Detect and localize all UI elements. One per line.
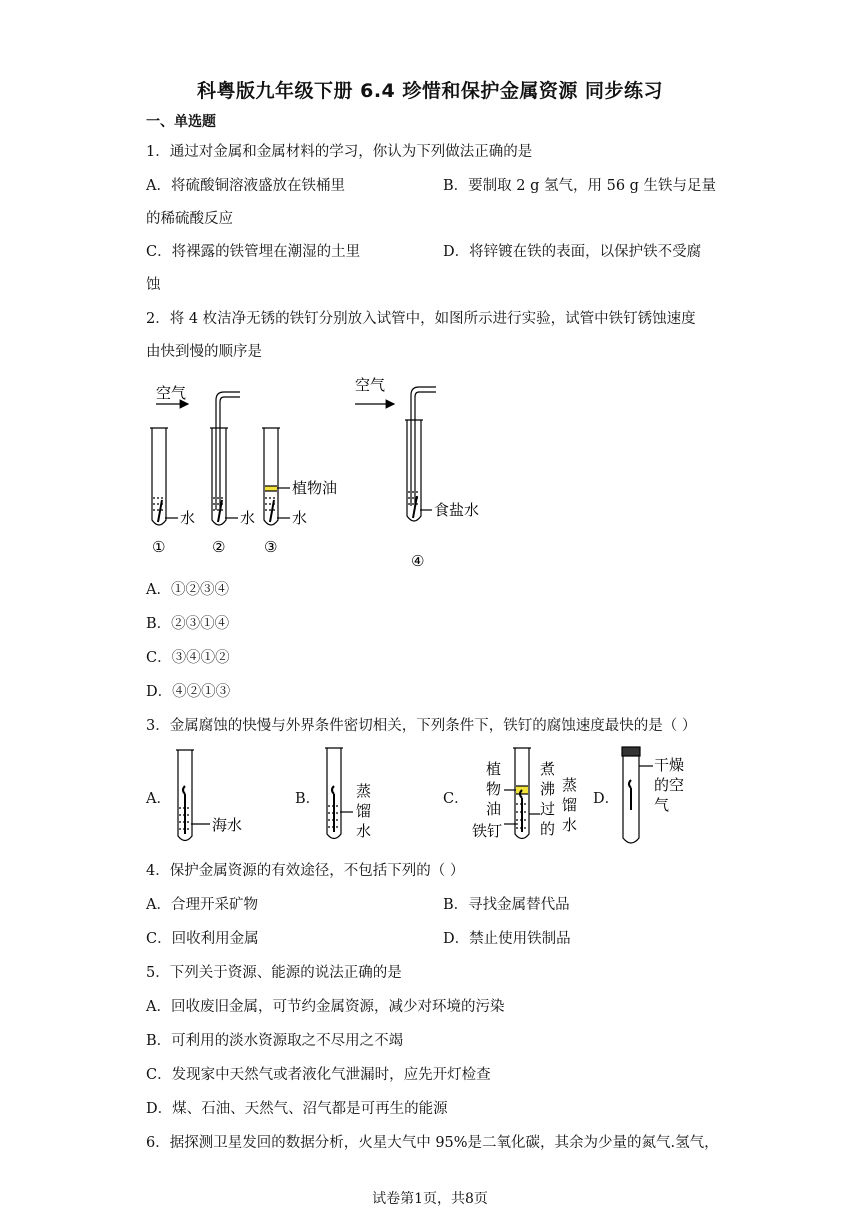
q2-option-a: A．①②③④: [146, 582, 229, 598]
q4-option-b: B．寻找金属替代品: [443, 897, 570, 913]
q1-option-c: C．将裸露的铁管埋在潮湿的土里: [146, 244, 361, 260]
q3-boiled-char-1: 煮: [540, 760, 556, 778]
q3-option-a: A．: [146, 791, 171, 807]
q2-test-tube-figure: [140, 370, 500, 575]
q3-option-c: C．: [443, 791, 469, 807]
q5-stem: 5．下列关于资源、能源的说法正确的是: [146, 965, 402, 981]
q2-salt-water-label: 食盐水: [434, 501, 480, 519]
page-title: 科粤版九年级下册 6.4 珍惜和保护金属资源 同步练习: [196, 80, 663, 102]
q6-stem: 6．据探测卫星发回的数据分析，火星大气中 95%是二氧化碳，其余为少量的氮气.氢气，: [146, 1135, 719, 1151]
q3-boiled-char-4: 的: [540, 820, 556, 838]
q2-water-label-2: 水: [240, 509, 256, 527]
q5-option-a: A．回收废旧金属，可节约金属资源，减少对环境的污染: [146, 999, 505, 1015]
q1-option-b: B．要制取 2 g 氢气，用 56 g 生铁与足量: [443, 178, 717, 194]
q3-dry-air-line-2: 的空: [654, 776, 685, 794]
q1-option-a: A．将硫酸铜溶液盛放在铁桶里: [146, 178, 345, 194]
q4-stem: 4．保护金属资源的有效途径，不包括下列的（ ）: [146, 863, 465, 879]
q3-dry-air-line-1: 干燥: [654, 756, 685, 774]
q1-stem: 1．通过对金属和金属材料的学习，你认为下列做法正确的是: [146, 144, 533, 160]
q1-option-d-cont: 蚀: [146, 277, 161, 293]
test-tube-2: [210, 392, 240, 525]
q5-option-c: C．发现家中天然气或者液化气泄漏时，应先开灯检查: [146, 1067, 491, 1083]
page-footer: 试卷第1页，共8页: [372, 1191, 488, 1207]
q3-oil-char-2: 物: [486, 780, 502, 798]
q3-seawater-label: 海水: [212, 816, 243, 834]
q2-stem-line2: 由快到慢的顺序是: [146, 344, 262, 360]
q2-stem-line1: 2．将 4 枚洁净无锈的铁钉分别放入试管中，如图所示进行实验，试管中铁钉锈蚀速度: [146, 311, 696, 327]
test-tube-3: [262, 428, 290, 525]
q2-tube-number-1: ①: [152, 538, 166, 556]
q2-oil-label: 植物油: [292, 479, 338, 497]
test-tube-1: [150, 428, 178, 525]
q2-water-label-3: 水: [292, 509, 308, 527]
q3-option-d: D．: [593, 791, 620, 807]
q3-distilled2-char-2: 馏: [562, 796, 578, 814]
q2-air-label-2: 空气: [355, 376, 386, 394]
q3-nail-label: 铁钉: [472, 822, 503, 840]
q4-option-a: A．合理开采矿物: [146, 897, 258, 913]
q2-tube-number-4: ④: [411, 552, 425, 570]
q3-boiled-char-2: 沸: [540, 780, 556, 798]
q4-option-c: C．回收利用金属: [146, 931, 259, 947]
q1-option-d: D．将锌镀在铁的表面，以保护铁不受腐: [443, 244, 702, 260]
test-tube-4: [405, 387, 436, 521]
q2-option-c: C．③④①②: [146, 650, 230, 666]
q3-tube-d: [622, 747, 653, 843]
q3-distilled-char-2: 馏: [356, 802, 372, 820]
q3-distilled-char-3: 水: [356, 822, 372, 840]
q3-tube-a: [176, 750, 210, 841]
q4-option-d: D．禁止使用铁制品: [443, 931, 571, 947]
q3-boiled-char-3: 过: [540, 800, 556, 818]
section-heading: 一、单选题: [146, 114, 216, 130]
q3-tube-b: [325, 748, 353, 839]
q3-test-tube-figure: [170, 742, 700, 854]
q2-option-d: D．④②①③: [146, 684, 231, 700]
q1-option-b-cont: 的稀硫酸反应: [146, 211, 233, 227]
q3-oil-char-3: 油: [486, 800, 502, 818]
q3-stem: 3．金属腐蚀的快慢与外界条件密切相关，下列条件下，铁钉的腐蚀速度最快的是（ ）: [146, 718, 697, 734]
q2-tube-number-3: ③: [264, 538, 278, 556]
q3-distilled2-char-1: 蒸: [562, 776, 578, 794]
q2-option-b: B．②③①④: [146, 616, 230, 632]
q3-distilled2-char-3: 水: [562, 816, 578, 834]
q2-air-label-1: 空气: [156, 384, 187, 402]
q3-option-b: B．: [295, 791, 321, 807]
q3-oil-char-1: 植: [486, 760, 502, 778]
q3-distilled-char-1: 蒸: [356, 782, 372, 800]
q3-tube-c: [504, 748, 540, 839]
q5-option-d: D．煤、石油、天然气、沼气都是可再生的能源: [146, 1101, 448, 1117]
q3-dry-air-line-3: 气: [654, 796, 670, 814]
q2-water-label-1: 水: [180, 509, 196, 527]
q2-tube-number-2: ②: [212, 538, 226, 556]
q5-option-b: B．可利用的淡水资源取之不尽用之不竭: [146, 1033, 404, 1049]
